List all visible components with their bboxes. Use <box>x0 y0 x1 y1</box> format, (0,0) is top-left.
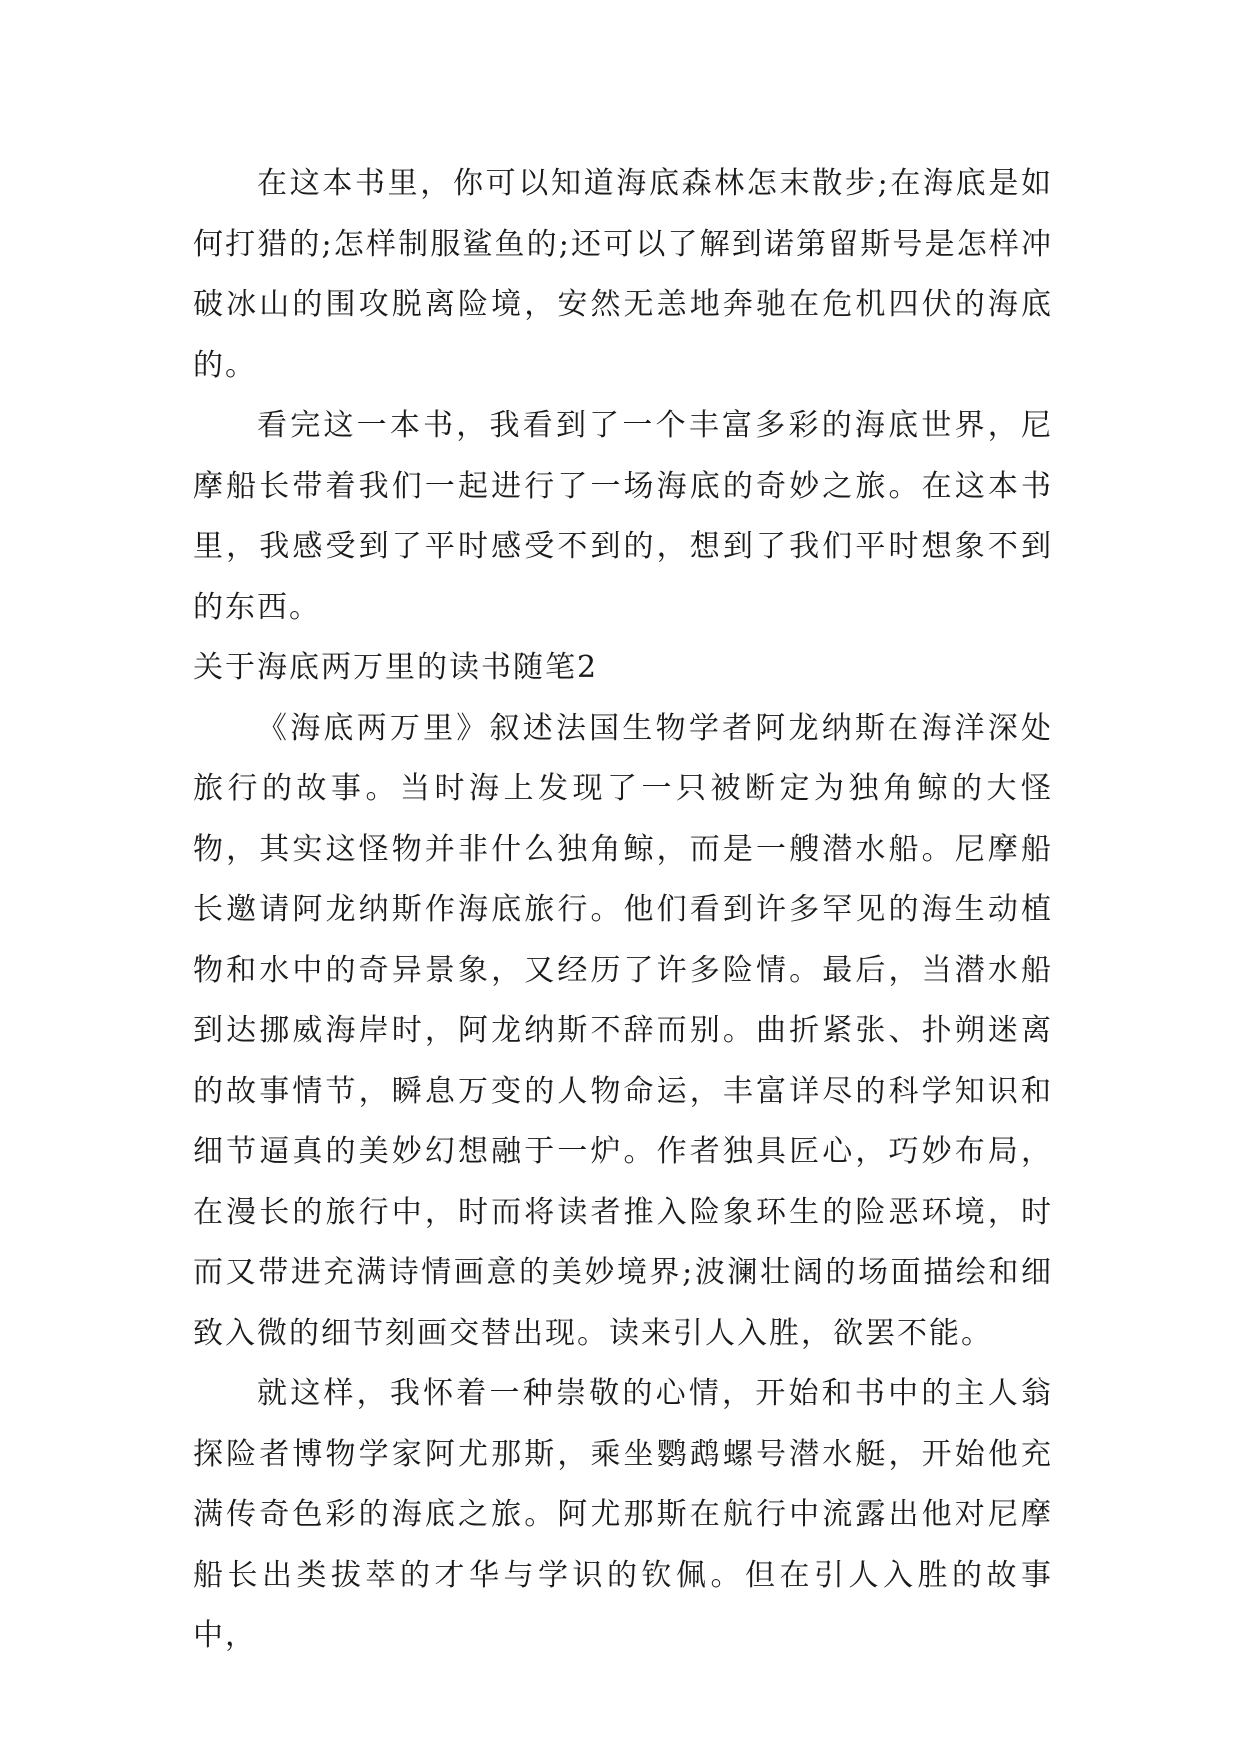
paragraph-1: 在这本书里，你可以知道海底森林怎末散步;在海底是如何打猎的;怎样制服鲨鱼的;还可以了解到诺第留斯号是怎样冲破冰山的围攻脱离险境，安然无恙地奔驰在危机四伏的海底的。 <box>193 166 1053 383</box>
text-column <box>193 154 1053 1667</box>
paragraph-2: 看完这一本书，我看到了一个丰富多彩的海底世界，尼摩船长带着我们一起进行了一场海底的奇妙之旅。在这本书里，我感受到了平时感受不到的，想到了我们平时想象不到的东西。 <box>193 408 1053 625</box>
paragraph-4: 就这样，我怀着一种崇敬的心情，开始和书中的主人翁探险者博物学家阿尤那斯，乘坐鹦鹉螺号潜水艇，开始他充满传奇色彩的海底之旅。阿尤那斯在航行中流露出他对尼摩船长出类拔萃的才华与学识的钦佩。但在引人入胜的故事中， <box>193 1376 1053 1653</box>
paragraph-3: 《海底两万里》叙述法国生物学者阿龙纳斯在海洋深处旅行的故事。当时海上发现了一只被断定为独角鲸的大怪物，其实这怪物并非什么独角鲸，而是一艘潜水船。尼摩船长邀请阿龙纳斯作海底旅行。他们看到许多罕见的海生动植物和水中的奇异景象，又经历了许多险情。最后，当潜水船到达挪威海岸时，阿龙纳斯不辞而别。曲折紧张、扑朔迷离的故事情节，瞬息万变的人物命运，丰富详尽的科学知识和细节逼真的美妙幻想融于一炉。作者独具匠心，巧妙布局，在漫长的旅行中，时而将读者推入险象环生的险恶环境，时而又带进充满诗情画意的美妙境界;波澜壮阔的场面描绘和细致入微的细节刻画交替出现。读来引人入胜，欲罢不能。 <box>193 710 1053 1351</box>
section-heading: 关于海底两万里的读书随笔2 <box>193 650 599 685</box>
